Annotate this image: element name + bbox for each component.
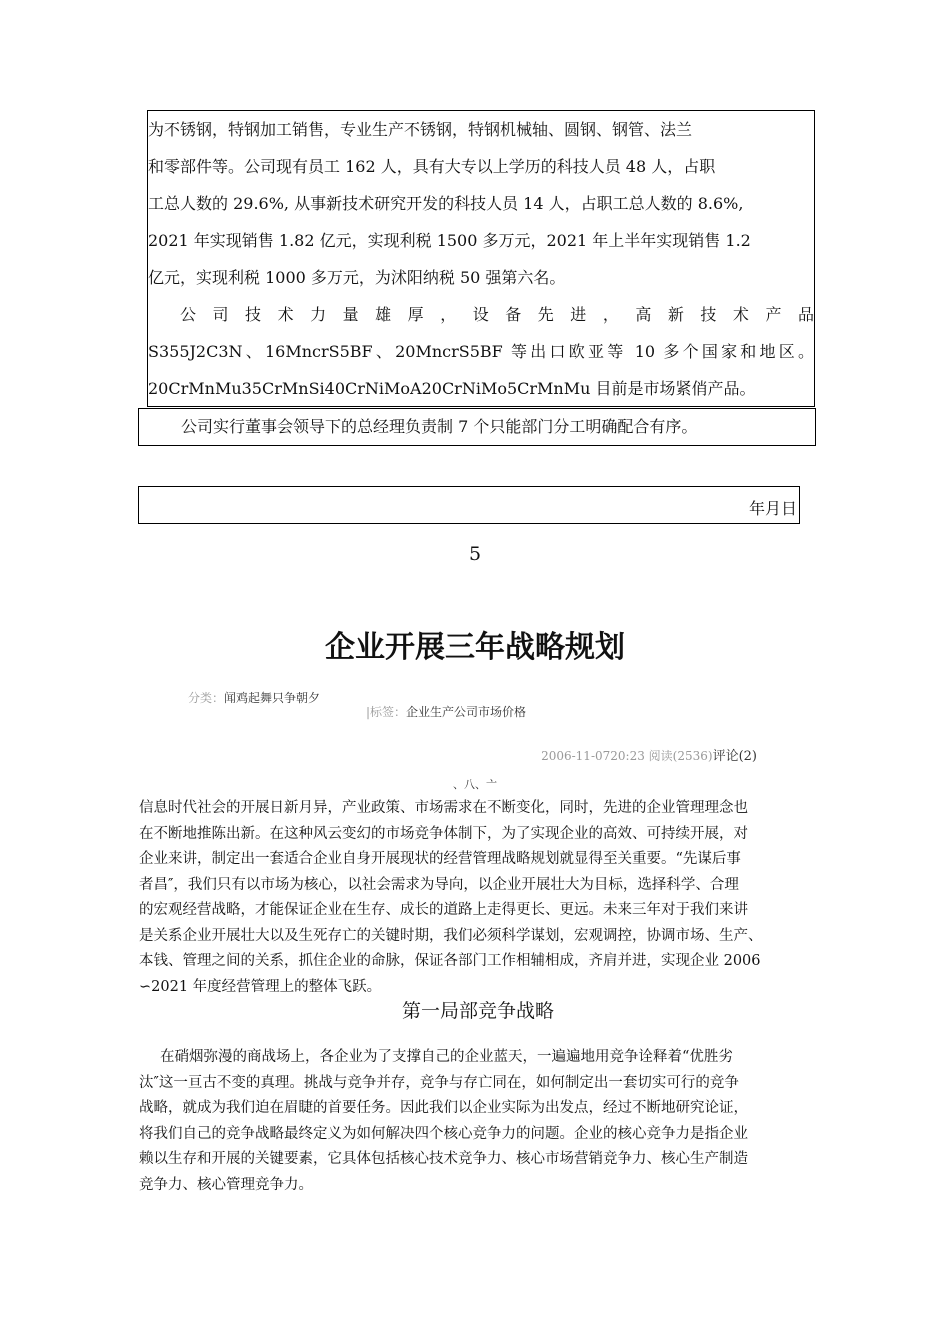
intro-paragraph bbox=[139, 796, 819, 1000]
profile-line: 2021 年实现销售 1.82 亿元，实现利税 1500 多万元，2021 年上半年实现销售 1.2 bbox=[148, 231, 751, 250]
management-structure-box: 公司实行董事会领导下的总经理负责制 7 个只能部门分工明确配合有序。 bbox=[138, 408, 816, 446]
comments-link[interactable]: 评论(2) bbox=[712, 749, 757, 764]
intro-line: 信息时代社会的开展日新月异，产业政策、市场需求在不断变化，同时，先进的企业管理理念也 bbox=[139, 800, 748, 816]
intro-line: ∽2021 年度经营管理上的整体飞跃。 bbox=[139, 978, 382, 995]
article-title: 企业开展三年战略规划 bbox=[325, 630, 625, 665]
tags-link[interactable]: 企业生产公司市场价格 bbox=[406, 705, 527, 719]
company-profile-box bbox=[147, 110, 815, 407]
intro-line: 在不断地推陈出新。在这种风云变幻的市场竞争体制下，为了实现企业的高效、可持续开展，对 bbox=[139, 825, 748, 842]
section-line: 赖以生存和开展的关键要素，它具体包括核心技术竞争力、核心市场营销竞争力、核心生产制造 bbox=[139, 1151, 748, 1167]
article-category bbox=[188, 689, 320, 706]
profile-line: 为不锈钢，特钢加工销售，专业生产不锈钢，特钢机械轴、圆钢、钢管、法兰 bbox=[148, 120, 693, 139]
intro-line: 是关系企业开展壮大以及生死存亡的关键时期，我们必须科学谋划，宏观调控，协调市场、生产、 bbox=[139, 927, 763, 944]
profile-line: 和零部件等。公司现有员工 162 人，具有大专以上学历的科技人员 48 人，占职 bbox=[148, 157, 716, 176]
date-field-box: 年月日 bbox=[138, 486, 800, 524]
page-number: 5 bbox=[468, 543, 482, 565]
profile-line: 20CrMnMu35CrMnSi40CrNiMoA20CrNiMo5CrMnMu 目前是市场紧俏产品。 bbox=[148, 379, 756, 398]
section-line: 将我们自己的竞争战略最终定义为如何解决四个核心竞争力的问题。企业的核心竞争力是指企业 bbox=[139, 1125, 748, 1142]
intro-line: 企业来讲，制定出一套适合企业自身开展现状的经营管理战略规划就显得至关重要。“先谋后事 bbox=[139, 851, 741, 867]
intro-line: 者昌″，我们只有以市场为核心，以社会需求为导向，以企业开展壮大为目标，选择科学、合理 bbox=[139, 876, 739, 893]
section-heading: 第一局部竞争战略 bbox=[401, 1000, 554, 1022]
section-paragraph bbox=[139, 1045, 819, 1198]
article-tags bbox=[366, 703, 526, 720]
section-marker: 、八、亠 bbox=[453, 778, 497, 791]
date-reads: 2006-11-0720:23 阅读(2536) bbox=[541, 749, 713, 763]
intro-line: 的宏观经营战略，才能保证企业在生存、成长的道路上走得更长、更远。未来三年对于我们来讲 bbox=[139, 902, 748, 918]
profile-line: S355J2C3N、16MncrS5BF、20MncrS5BF 等出口欧亚等 10 多个国家和地区。 bbox=[148, 342, 814, 361]
profile-line: 亿元，实现利税 1000 多万元，为沭阳纳税 50 强第六名。 bbox=[148, 268, 566, 287]
profile-line: 公司技术力量雄厚，设备先进，高新技术产品 bbox=[180, 305, 814, 324]
article-stats bbox=[0, 745, 757, 764]
intro-line: 本钱、管理之间的关系，抓住企业的命脉，保证各部门工作相辅相成，齐肩并进，实现企业 2006 bbox=[139, 953, 761, 969]
section-line: 汰″这一亘古不变的真理。挑战与竞争并存，竞争与存亡同在，如何制定出一套切实可行的竞争 bbox=[139, 1074, 739, 1091]
section-line: 在硝烟弥漫的商战场上，各企业为了支撑自己的企业蓝天，一遍遍地用竞争诠释着“优胜劣 bbox=[160, 1049, 733, 1065]
section-line: 竞争力、核心管理竞争力。 bbox=[139, 1176, 313, 1193]
profile-line: 工总人数的 29.6%, 从事新技术研究开发的科技人员 14 人，占职工总人数的 8.6%, bbox=[148, 194, 744, 213]
tags-label: |标签： bbox=[366, 705, 407, 719]
category-label: 分类： bbox=[188, 691, 225, 705]
section-line: 战略，就成为我们迫在眉睫的首要任务。因此我们以企业实际为出发点，经过不断地研究论证， bbox=[139, 1100, 748, 1116]
category-link[interactable]: 闻鸡起舞只争朝夕 bbox=[224, 691, 321, 705]
